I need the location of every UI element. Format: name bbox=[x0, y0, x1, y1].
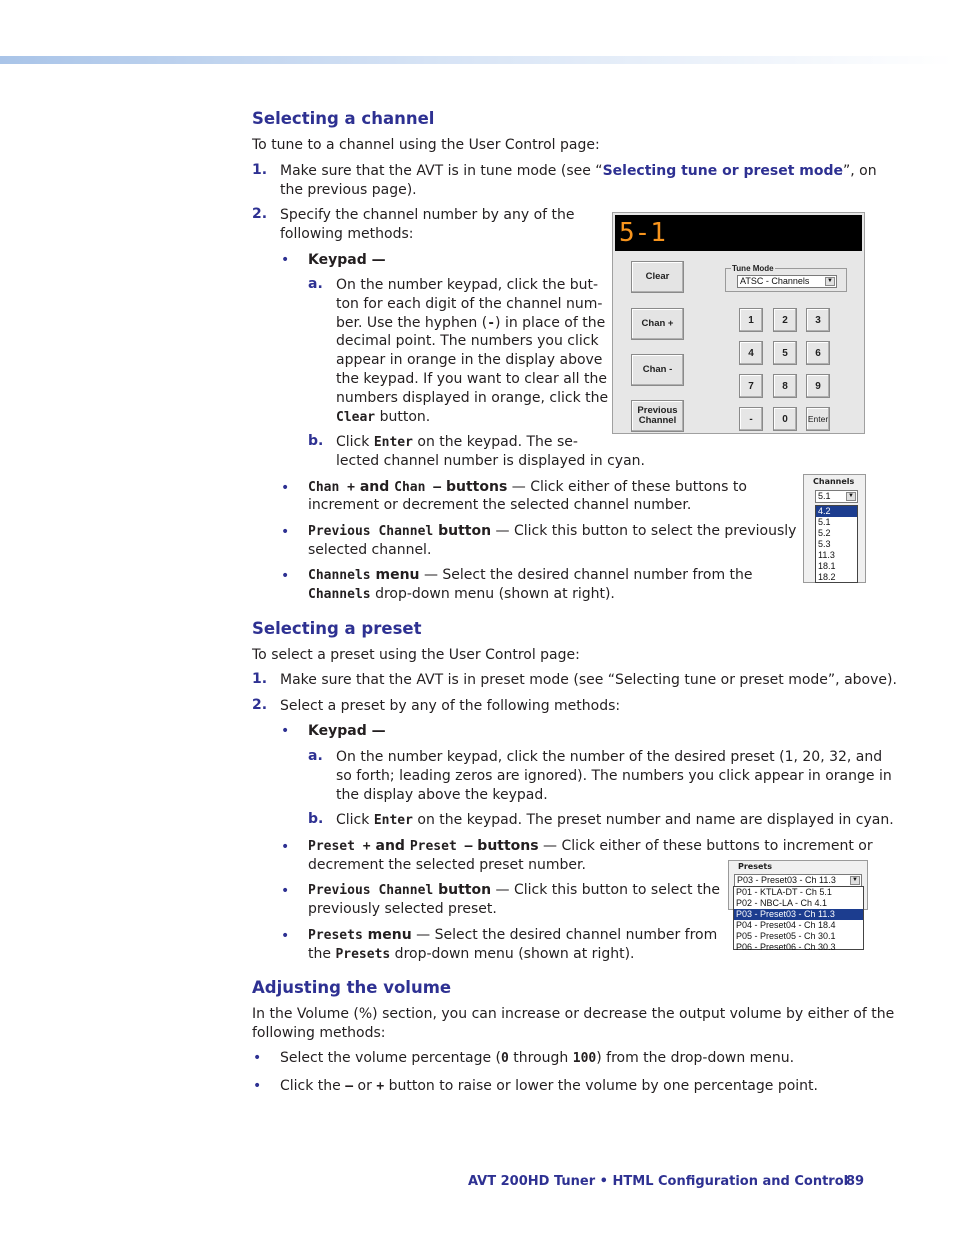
channels-menu-line1: Channels menu — Select the desired channel number from the bbox=[308, 567, 753, 583]
channel-sub-b-line1: Click Enter on the keypad. The se- bbox=[336, 434, 578, 450]
list-item[interactable]: 18.1 bbox=[818, 561, 836, 571]
preset-sub-a-line1: On the number keypad, click the number of the desired preset (1, 20, 32, and bbox=[336, 749, 883, 765]
tune-mode-label: Tune Mode bbox=[732, 264, 774, 273]
channel-step-1-number: 1. bbox=[252, 162, 268, 178]
preset-intro: To select a preset using the User Control page: bbox=[252, 647, 580, 663]
channel-step-1-text: Make sure that the AVT is in tune mode (see “Selecting tune or preset mode”, on bbox=[280, 163, 877, 179]
channel-step-2-line1: Specify the channel number by any of the bbox=[280, 207, 575, 223]
list-item[interactable]: 11.3 bbox=[818, 550, 835, 560]
preset-step-1-text: Make sure that the AVT is in preset mode (see “Selecting tune or preset mode”, above). bbox=[280, 672, 897, 688]
dropdown-arrow-icon: ▼ bbox=[850, 876, 860, 885]
presets-dropdown-list bbox=[733, 886, 864, 950]
channel-sub-a-line3: ber. Use the hyphen (-) in place of the bbox=[336, 315, 606, 331]
list-item[interactable]: P05 - Preset05 - Ch 30.1 bbox=[736, 931, 836, 941]
bullet: • bbox=[281, 568, 290, 584]
channels-widget bbox=[803, 474, 866, 583]
channel-sub-a-line5: appear in orange in the display above bbox=[336, 352, 603, 368]
preset-keypad-label: Keypad — bbox=[308, 723, 386, 739]
key-1[interactable]: 1 bbox=[739, 308, 763, 332]
channels-menu-line2: Channels drop-down menu (shown at right). bbox=[308, 586, 615, 602]
channel-step-1-text-cont: the previous page). bbox=[280, 182, 417, 198]
tune-mode-select[interactable]: ATSC - Channels ▼ bbox=[737, 275, 837, 288]
key-hyphen[interactable]: - bbox=[739, 407, 763, 431]
preset-sub-b-label: b. bbox=[308, 811, 324, 827]
key-9[interactable]: 9 bbox=[806, 374, 830, 398]
footer-title: AVT 200HD Tuner • HTML Configuration and Control bbox=[468, 1174, 849, 1189]
key-7[interactable]: 7 bbox=[739, 374, 763, 398]
channel-sub-b-label: b. bbox=[308, 433, 324, 449]
preset-step-2-text: Select a preset by any of the following methods: bbox=[280, 698, 621, 714]
tune-mode-group bbox=[725, 264, 847, 292]
list-item[interactable]: 18.2 bbox=[818, 572, 836, 582]
preset-buttons-line1: Preset + and Preset – buttons — Click either of these buttons to increment or bbox=[308, 838, 873, 854]
presets-select[interactable]: P03 - Preset03 - Ch 11.3 ▼ bbox=[734, 874, 862, 887]
list-item[interactable]: P02 - NBC-LA - Ch 4.1 bbox=[736, 898, 828, 908]
preset-step-1-number: 1. bbox=[252, 671, 268, 687]
chan-minus-button[interactable]: Chan - bbox=[631, 354, 684, 386]
channel-sub-b-line2: lected channel number is displayed in cyan. bbox=[336, 453, 645, 469]
previous-channel-button[interactable]: Previous Channel bbox=[631, 400, 684, 432]
bullet: • bbox=[281, 723, 290, 739]
volume-intro-line1: In the Volume (%) section, you can increase or decrease the output volume by either of the bbox=[252, 1006, 895, 1022]
key-3[interactable]: 3 bbox=[806, 308, 830, 332]
channel-sub-a-line1: On the number keypad, click the but- bbox=[336, 277, 599, 293]
preset-sub-a-label: a. bbox=[308, 748, 323, 764]
bullet: • bbox=[253, 1078, 262, 1094]
bullet: • bbox=[253, 1050, 262, 1066]
dropdown-arrow-icon: ▼ bbox=[846, 492, 856, 501]
key-5[interactable]: 5 bbox=[773, 341, 797, 365]
list-item[interactable]: P01 - KTLA-DT - Ch 5.1 bbox=[736, 887, 832, 897]
list-item[interactable]: P03 - Preset03 - Ch 11.3 bbox=[734, 909, 863, 920]
channel-keypad-label: Keypad — bbox=[308, 252, 386, 268]
channels-dropdown-list bbox=[815, 505, 858, 583]
heading-adjusting-volume: Adjusting the volume bbox=[252, 978, 452, 997]
page-number: 89 bbox=[846, 1174, 865, 1189]
chan-buttons-line2: increment or decrement the selected channel number. bbox=[308, 497, 692, 513]
preset-step-2-number: 2. bbox=[252, 697, 268, 713]
volume-bullet-2: Click the – or + button to raise or lower the volume by one percentage point. bbox=[280, 1078, 818, 1094]
list-item[interactable]: P04 - Preset04 - Ch 18.4 bbox=[736, 920, 836, 930]
channel-sub-a-line4: decimal point. The numbers you click bbox=[336, 333, 599, 349]
bullet: • bbox=[281, 252, 290, 268]
preset-buttons-line2: decrement the selected preset number. bbox=[308, 857, 586, 873]
bullet: • bbox=[281, 839, 290, 855]
key-enter[interactable]: Enter bbox=[806, 407, 830, 431]
list-item[interactable]: 5.2 bbox=[818, 528, 831, 538]
bullet: • bbox=[281, 883, 290, 899]
chan-plus-button[interactable]: Chan + bbox=[631, 308, 684, 340]
channel-sub-a-label: a. bbox=[308, 276, 323, 292]
bullet: • bbox=[281, 480, 290, 496]
channel-sub-a-line8: Clear button. bbox=[336, 409, 431, 425]
channel-step-2-line2: following methods: bbox=[280, 226, 414, 242]
list-item[interactable]: 4.2 bbox=[816, 506, 857, 517]
tune-mode-link[interactable]: Selecting tune or preset mode bbox=[602, 163, 844, 179]
presets-menu-line1: Presets menu — Select the desired channel number from bbox=[308, 927, 718, 943]
channel-display: 5-1 bbox=[615, 215, 862, 251]
channels-label: Channels bbox=[813, 477, 855, 486]
channel-intro: To tune to a channel using the User Control page: bbox=[252, 137, 600, 153]
tuner-control-panel bbox=[612, 212, 865, 434]
key-0[interactable]: 0 bbox=[773, 407, 797, 431]
presets-label: Presets bbox=[738, 862, 773, 871]
heading-selecting-channel: Selecting a channel bbox=[252, 109, 435, 128]
channel-step-2-number: 2. bbox=[252, 206, 268, 222]
list-item[interactable]: 5.3 bbox=[818, 539, 831, 549]
key-2[interactable]: 2 bbox=[773, 308, 797, 332]
preset-sub-b-line1: Click Enter on the keypad. The preset number and name are displayed in cyan. bbox=[336, 812, 894, 828]
preset-prev-line1: Previous Channel button — Click this button to select the bbox=[308, 882, 720, 898]
header-gradient-bar bbox=[0, 56, 954, 64]
preset-sub-a-line2: so forth; leading zeros are ignored). The numbers you click appear in orange in bbox=[336, 768, 892, 784]
bullet: • bbox=[281, 928, 290, 944]
prev-channel-line1: Previous Channel button — Click this button to select the previously bbox=[308, 523, 797, 539]
key-4[interactable]: 4 bbox=[739, 341, 763, 365]
volume-intro-line2: following methods: bbox=[252, 1025, 386, 1041]
prev-channel-line2: selected channel. bbox=[308, 542, 432, 558]
list-item[interactable]: P06 - Preset06 - Ch 30.3 bbox=[736, 942, 836, 952]
preset-prev-line2: previously selected preset. bbox=[308, 901, 497, 917]
key-6[interactable]: 6 bbox=[806, 341, 830, 365]
volume-bullet-1: Select the volume percentage (0 through 100) from the drop-down menu. bbox=[280, 1050, 795, 1066]
list-item[interactable]: 5.1 bbox=[818, 517, 831, 527]
channels-select[interactable]: 5.1 ▼ bbox=[815, 490, 858, 503]
chan-buttons-line1: Chan + and Chan – buttons — Click either of these buttons to bbox=[308, 479, 747, 495]
heading-selecting-preset: Selecting a preset bbox=[252, 619, 422, 638]
presets-menu-line2: the Presets drop-down menu (shown at right). bbox=[308, 946, 635, 962]
preset-sub-a-line3: the display above the keypad. bbox=[336, 787, 548, 803]
bullet: • bbox=[281, 524, 290, 540]
clear-button[interactable]: Clear bbox=[631, 261, 684, 293]
key-8[interactable]: 8 bbox=[773, 374, 797, 398]
channel-sub-a-line7: numbers displayed in orange, click the bbox=[336, 390, 609, 406]
channel-sub-a-line2: ton for each digit of the channel num- bbox=[336, 296, 603, 312]
channel-sub-a-line6: the keypad. If you want to clear all the bbox=[336, 371, 607, 387]
dropdown-arrow-icon: ▼ bbox=[825, 277, 835, 286]
